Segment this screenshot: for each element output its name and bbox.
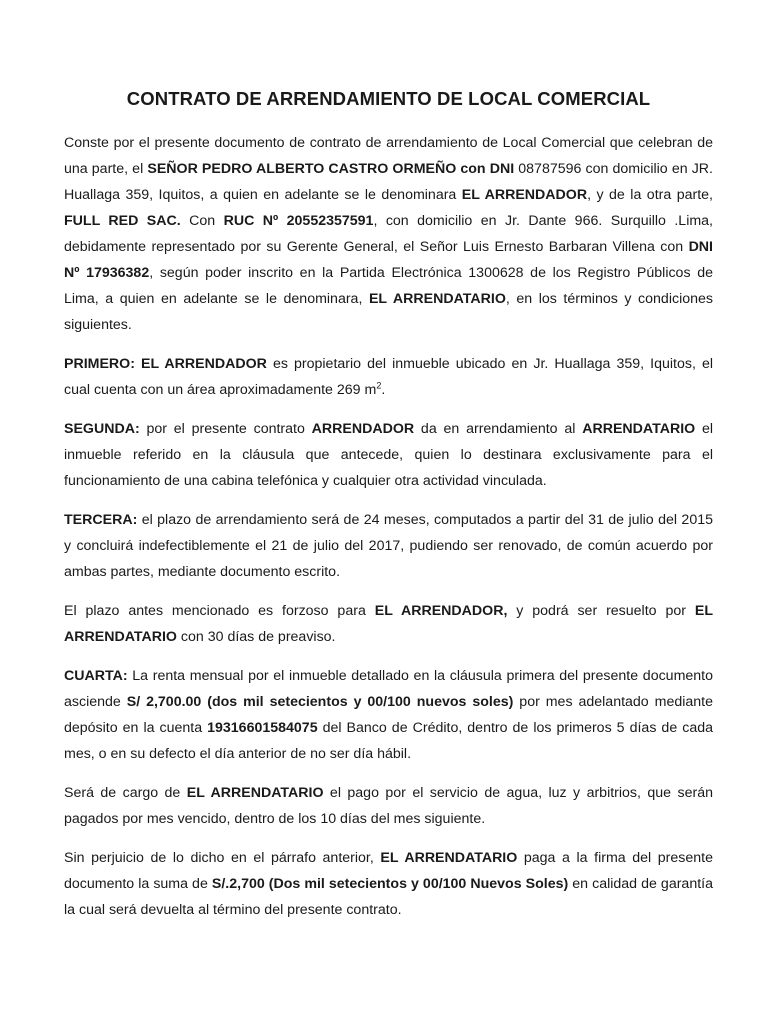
bold-run: FULL RED SAC.: [64, 213, 181, 229]
text-run: da en arrendamiento al: [414, 421, 583, 437]
text-run: por el presente contrato: [139, 421, 312, 437]
text-run: , en los términos y condiciones siguientes.: [64, 291, 713, 333]
text-run: , y de la otra parte,: [587, 187, 713, 203]
bold-run: RUC Nº 20552357591: [223, 213, 374, 229]
bold-run: DNI Nº 17936382: [64, 239, 713, 281]
text-run: 08787596 con domicilio en JR. Huallaga 359, Iquitos, a quien en adelante se le denominara: [64, 161, 713, 203]
text-run: Será de cargo de: [64, 785, 187, 801]
bold-run: ARRENDADOR: [311, 421, 415, 437]
text-run: El plazo antes mencionado es forzoso para: [64, 603, 375, 619]
intro-paragraph: [64, 130, 713, 338]
superscript: 2: [376, 380, 382, 391]
bold-run: EL ARRENDATARIO: [368, 291, 506, 307]
text-run: .: [381, 382, 386, 398]
text-run: el inmueble referido en la cláusula que antecede, quien lo destinara exclusivamente para el funcionamiento de una cabina telefónica y cualquier otra actividad vinculada.: [64, 421, 714, 489]
garantia-paragraph: [64, 845, 713, 923]
text-run: con 30 días de preaviso.: [176, 629, 336, 645]
clause-tercera: [64, 507, 713, 585]
text-run: por mes adelantado mediante depósito en la cuenta: [64, 694, 714, 736]
bold-run: EL ARRENDATARIO: [186, 785, 324, 801]
servicios-paragraph: [64, 780, 713, 832]
clause-segunda: [64, 416, 713, 494]
text-run: el pago por el servicio de agua, luz y arbitrios, que serán pagados por mes vencido, dentro de los 10 días del mes siguiente.: [64, 785, 713, 827]
clause-cuarta: [64, 663, 713, 767]
bold-run: TERCERA:: [64, 512, 138, 528]
document-title: CONTRATO DE ARRENDAMIENTO DE LOCAL COMERCIAL: [126, 88, 651, 109]
bold-run: CUARTA:: [64, 668, 128, 684]
bold-run: PRIMERO: EL ARRENDADOR: [64, 356, 267, 372]
text-run: , según poder inscrito en la Partida Electrónica 1300628 de los Registro Públicos de Lima, a quien en adelante se le denominara,: [64, 265, 713, 307]
text-run: paga a la firma del presente documento la suma de: [64, 850, 713, 892]
text-run: es propietario del inmueble ubicado en Jr. Huallaga 359, Iquitos, el cual cuenta con un área aproximadamente 269 m: [64, 356, 713, 398]
text-run: , con domicilio en Jr. Dante 966. Surquillo .Lima, debidamente representado por su Gerente General, el Señor Luis Ernesto Barbaran Villena con: [64, 213, 713, 255]
plazo-paragraph: [64, 598, 713, 650]
bold-run: S/ 2,700.00 (dos mil setecientos y 00/100 nuevos soles): [126, 694, 514, 710]
text-run: La renta mensual por el inmueble detallado en la cláusula primera del presente documento asciende: [64, 668, 713, 710]
text-run: Sin perjuicio de lo dicho en el párrafo anterior,: [64, 850, 381, 866]
text-run: y podrá ser resuelto por: [507, 603, 695, 619]
bold-run: EL ARRENDATARIO: [64, 603, 713, 645]
bold-run: ARRENDATARIO: [582, 421, 696, 437]
bold-run: SEGUNDA:: [64, 421, 140, 437]
bold-run: S/.2,700 (Dos mil setecientos y 00/100 Nuevos Soles): [211, 876, 569, 892]
text-run: el plazo de arrendamiento será de 24 meses, computados a partir del 31 de julio del 2015 y concluirá indefectiblemente el 21 de julio del 2017, pudiendo ser renovado, de común acuerdo por ambas partes, mediante documento escrito.: [64, 512, 713, 580]
text-run: en calidad de garantía la cual será devuelta al término del presente contrato.: [64, 876, 713, 918]
bold-run: 19316601584075: [207, 720, 318, 736]
bold-run: EL ARRENDADOR,: [374, 603, 508, 619]
bold-run: SEÑOR PEDRO ALBERTO CASTRO ORMEÑO con DNI: [147, 161, 515, 177]
text-run: Con: [180, 213, 224, 229]
text-run: Conste por el presente documento de contrato de arrendamiento de Local Comercial que celebran de una parte, el: [64, 135, 713, 177]
text-run: del Banco de Crédito, dentro de los primeros 5 días de cada mes, o en su defecto el día anterior de no ser día hábil.: [64, 720, 713, 762]
clause-primero: [64, 351, 713, 403]
bold-run: EL ARRENDATARIO: [380, 850, 518, 866]
bold-run: EL ARRENDADOR: [461, 187, 588, 203]
